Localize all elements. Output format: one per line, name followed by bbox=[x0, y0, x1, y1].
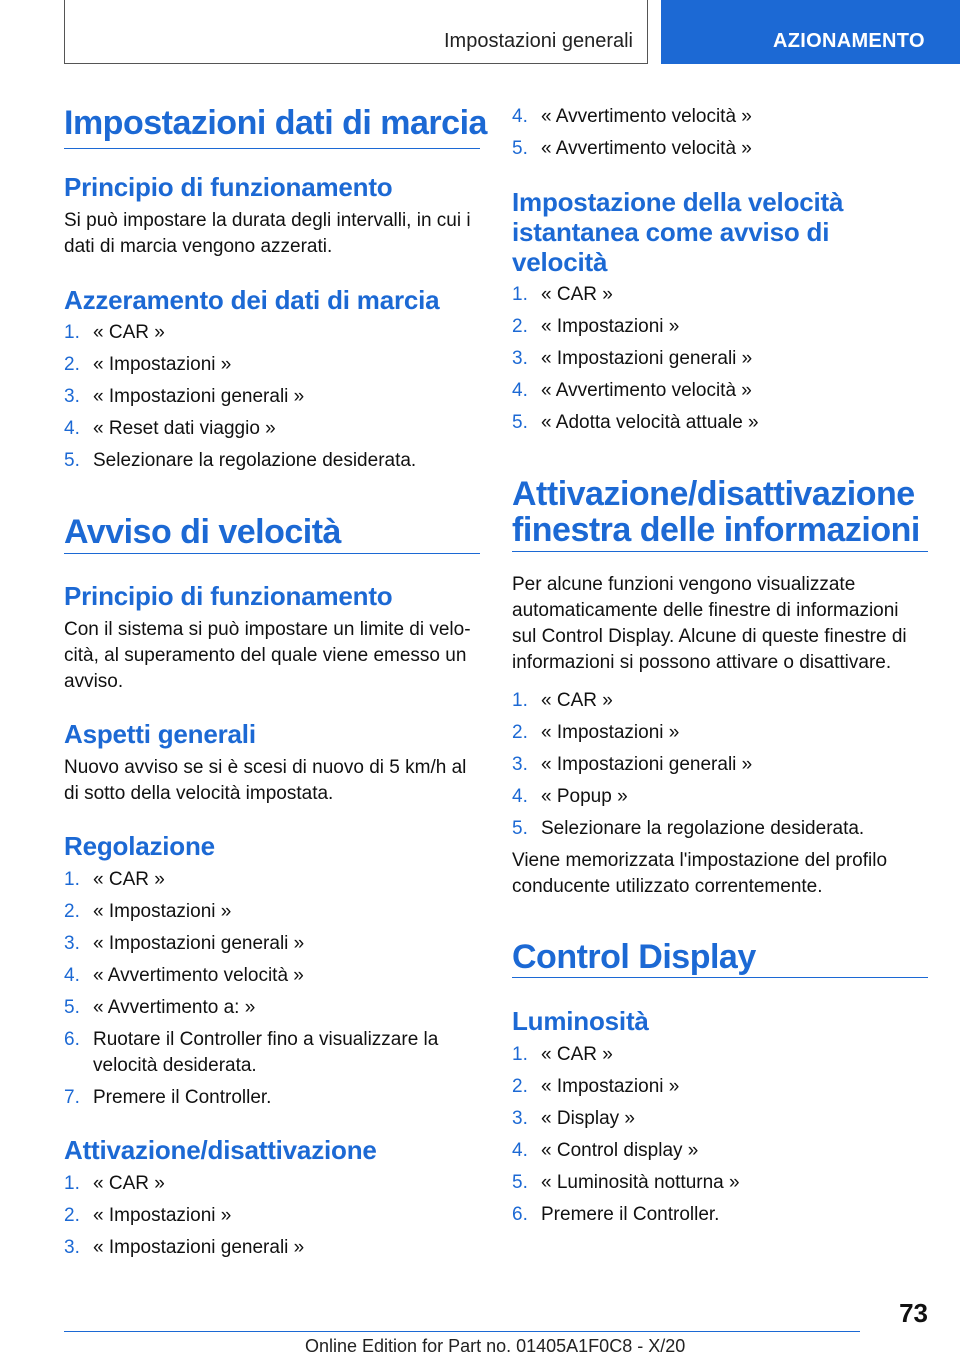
list-item: 5. « Adotta velocità attuale » bbox=[512, 412, 759, 433]
list-item: 4. « Avvertimento velocità » bbox=[512, 106, 752, 127]
list-item: 2. « Impostazioni » bbox=[512, 722, 680, 743]
list-item: 3. « Impostazioni generali » bbox=[64, 933, 305, 954]
header-section-box bbox=[64, 0, 648, 64]
list-item: 6. Premere il Controller. bbox=[512, 1204, 720, 1225]
list-item: 1. « CAR » bbox=[512, 1044, 613, 1065]
heading-rule bbox=[512, 551, 928, 552]
heading-info-window-line1: Attivazione/disattivazione bbox=[512, 475, 915, 513]
list-item: 4. « Avvertimento velocità » bbox=[64, 965, 304, 986]
subheading-current-speed-as-warning: Impostazione della velocità istantanea come avviso di velocità bbox=[512, 187, 844, 277]
paragraph-speed-warning-principle: Con il sistema si può impostare un limite di velocità, al superamento del quale viene emesso un avviso. bbox=[64, 619, 471, 692]
subheading-principle: Principio di funzionamento bbox=[64, 581, 393, 611]
list-item: 1. « CAR » bbox=[512, 690, 613, 711]
list-item: 2. « Impostazioni » bbox=[64, 1205, 232, 1226]
subheading-principle: Principio di funzionamento bbox=[64, 172, 393, 202]
list-item: 5. Selezionare la regolazione desiderata. bbox=[64, 450, 417, 471]
list-item: 3. « Display » bbox=[512, 1108, 635, 1129]
list-item: 1. « CAR » bbox=[64, 1173, 165, 1194]
header-chapter-tab bbox=[661, 0, 960, 64]
list-item: 2. « Impostazioni » bbox=[512, 1076, 680, 1097]
heading-trip-data-settings: Impostazioni dati di marcia bbox=[64, 104, 487, 142]
list-item: 5. « Avvertimento a: » bbox=[64, 997, 256, 1018]
list-item: 3. « Impostazioni generali » bbox=[64, 1237, 305, 1258]
header-chapter-title: AZIONAMENTO bbox=[773, 30, 925, 52]
list-item: 4. « Popup » bbox=[512, 786, 628, 807]
list-item: 6. Ruotare il Controller fino a visualizzare la velocità desiderata. bbox=[64, 1029, 439, 1076]
heading-rule bbox=[64, 553, 480, 554]
paragraph-general: Nuovo avviso se si è scesi di nuovo di 5 km/h al di sotto della velocità impostata. bbox=[64, 757, 467, 804]
footer-rule bbox=[64, 1331, 860, 1332]
list-item: 2. « Impostazioni » bbox=[512, 316, 680, 337]
paragraph-profile-note: Viene memorizzata l'impostazione del profilo conducente utilizzato correntemente. bbox=[512, 850, 888, 897]
list-item: 3. « Impostazioni generali » bbox=[512, 754, 753, 775]
list-item: 1. « CAR » bbox=[64, 322, 165, 343]
heading-speed-warning: Avviso di velocità bbox=[64, 513, 341, 551]
list-item: 7. Premere il Controller. bbox=[64, 1087, 272, 1108]
list-item: 5. « Luminosità notturna » bbox=[512, 1172, 740, 1193]
list-item: 4. « Avvertimento velocità » bbox=[512, 380, 752, 401]
list-item: 1. « CAR » bbox=[64, 869, 165, 890]
footer-edition: Online Edition for Part no. 01405A1F0C8 - X/20 bbox=[305, 1336, 686, 1356]
list-item: 4. « Reset dati viaggio » bbox=[64, 418, 276, 439]
heading-rule bbox=[512, 977, 928, 978]
list-item: 5. Selezionare la regolazione desiderata. bbox=[512, 818, 865, 839]
list-item: 4. « Control display » bbox=[512, 1140, 699, 1161]
list-item: 2. « Impostazioni » bbox=[64, 354, 232, 375]
list-item: 1. « CAR » bbox=[512, 284, 613, 305]
heading-control-display: Control Display bbox=[512, 938, 756, 976]
heading-info-window-line2: finestra delle informazioni bbox=[512, 511, 920, 549]
subheading-general: Aspetti generali bbox=[64, 719, 256, 749]
paragraph-info-windows: Per alcune funzioni vengono visualizzate automaticamente delle finestre di informazioni sul Control Display. Alcune di queste finestre di informazioni si possono attivare o disattivare. bbox=[512, 574, 907, 673]
page-number: 73 bbox=[899, 1298, 928, 1328]
heading-rule bbox=[64, 148, 480, 149]
list-item: 2. « Impostazioni » bbox=[64, 901, 232, 922]
subheading-brightness: Luminosità bbox=[512, 1006, 649, 1036]
subheading-activation: Attivazione/disattivazione bbox=[64, 1135, 377, 1165]
list-item: 5. « Avvertimento velocità » bbox=[512, 138, 752, 159]
list-item: 3. « Impostazioni generali » bbox=[512, 348, 753, 369]
subheading-setting: Regolazione bbox=[64, 831, 215, 861]
paragraph-principle: Si può impostare la durata degli intervalli, in cui i dati di marcia vengono azzerati. bbox=[64, 210, 471, 257]
header-section-title: Impostazioni generali bbox=[444, 30, 633, 52]
list-item: 3. « Impostazioni generali » bbox=[64, 386, 305, 407]
subheading-reset-trip-data: Azzeramento dei dati di marcia bbox=[64, 285, 440, 315]
